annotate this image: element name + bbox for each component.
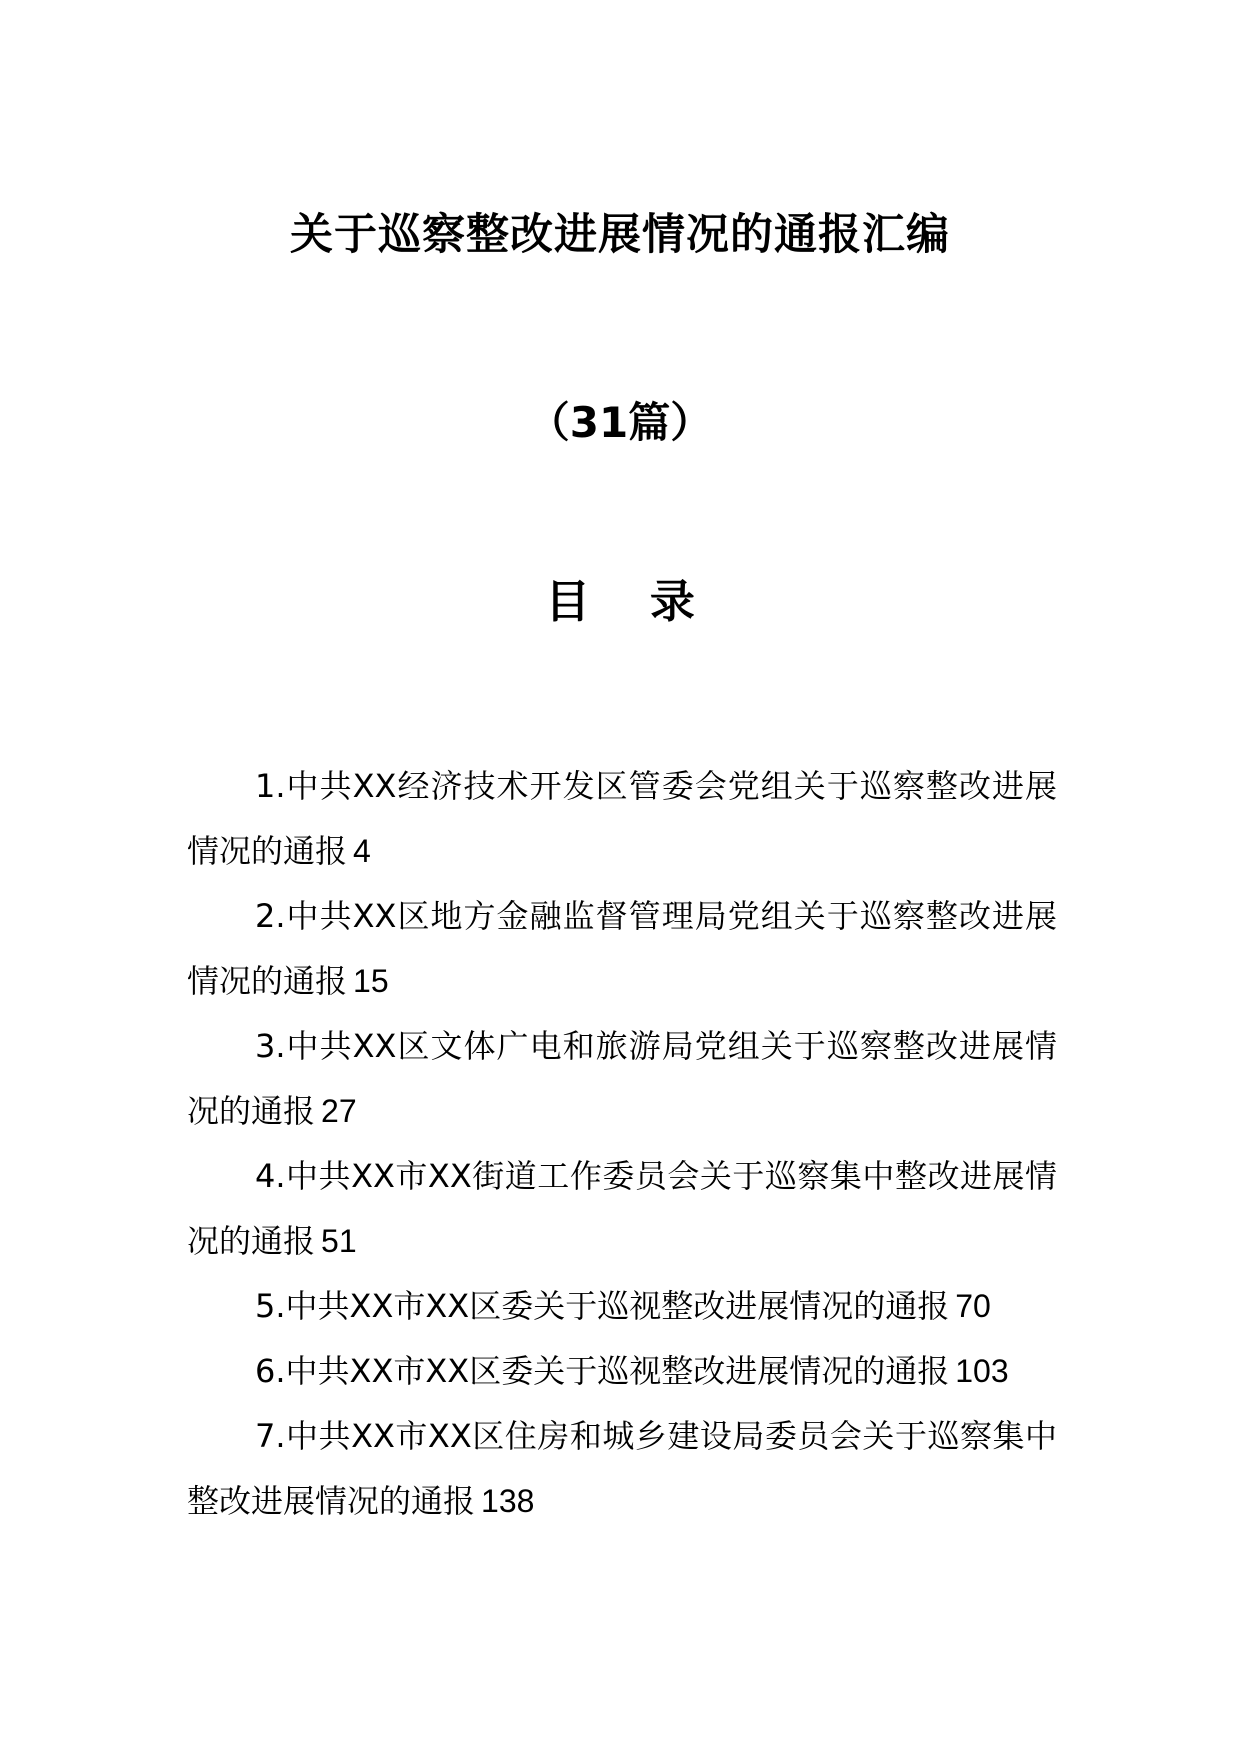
toc-entry-title: 3.中共XX区文体广电和旅游局党组关于巡察整改进展情况的通报 — [187, 1027, 1057, 1130]
toc-entry-page: 103 — [955, 1353, 1009, 1389]
toc-entry-5[interactable] — [187, 1274, 1057, 1339]
article-count: （31篇） — [527, 398, 713, 447]
document-title: 关于巡察整改进展情况的通报汇编 — [290, 210, 950, 260]
toc-entry-7[interactable] — [187, 1404, 1057, 1534]
toc-entry-title: 6.中共XX市XX区委关于巡视整改进展情况的通报 — [255, 1352, 950, 1390]
toc-entry-title: 5.中共XX市XX区委关于巡视整改进展情况的通报 — [255, 1287, 950, 1325]
toc-entry-page: 138 — [481, 1483, 535, 1519]
toc-heading: 目 录 — [545, 575, 717, 628]
toc-entry-page: 15 — [353, 963, 389, 999]
toc-entry-page: 4 — [353, 833, 371, 869]
toc-entry-title: 2.中共XX区地方金融监督管理局党组关于巡察整改进展情况的通报 — [187, 897, 1057, 1000]
toc-entry-title: 1.中共XX经济技术开发区管委会党组关于巡察整改进展情况的通报 — [187, 767, 1057, 870]
toc-entry-6[interactable] — [187, 1339, 1057, 1404]
toc-entry-page: 70 — [955, 1288, 991, 1324]
toc-entry-4[interactable] — [187, 1144, 1057, 1274]
toc-entry-page: 51 — [321, 1223, 357, 1259]
toc-entry-1[interactable] — [187, 754, 1057, 884]
toc-entry-title: 7.中共XX市XX区住房和城乡建设局委员会关于巡察集中整改进展情况的通报 — [187, 1417, 1057, 1520]
toc-entry-title: 4.中共XX市XX街道工作委员会关于巡察集中整改进展情况的通报 — [187, 1157, 1057, 1260]
toc-entry-2[interactable] — [187, 884, 1057, 1014]
toc-entry-3[interactable] — [187, 1014, 1057, 1144]
table-of-contents — [187, 754, 1057, 1534]
toc-entry-page: 27 — [321, 1093, 357, 1129]
